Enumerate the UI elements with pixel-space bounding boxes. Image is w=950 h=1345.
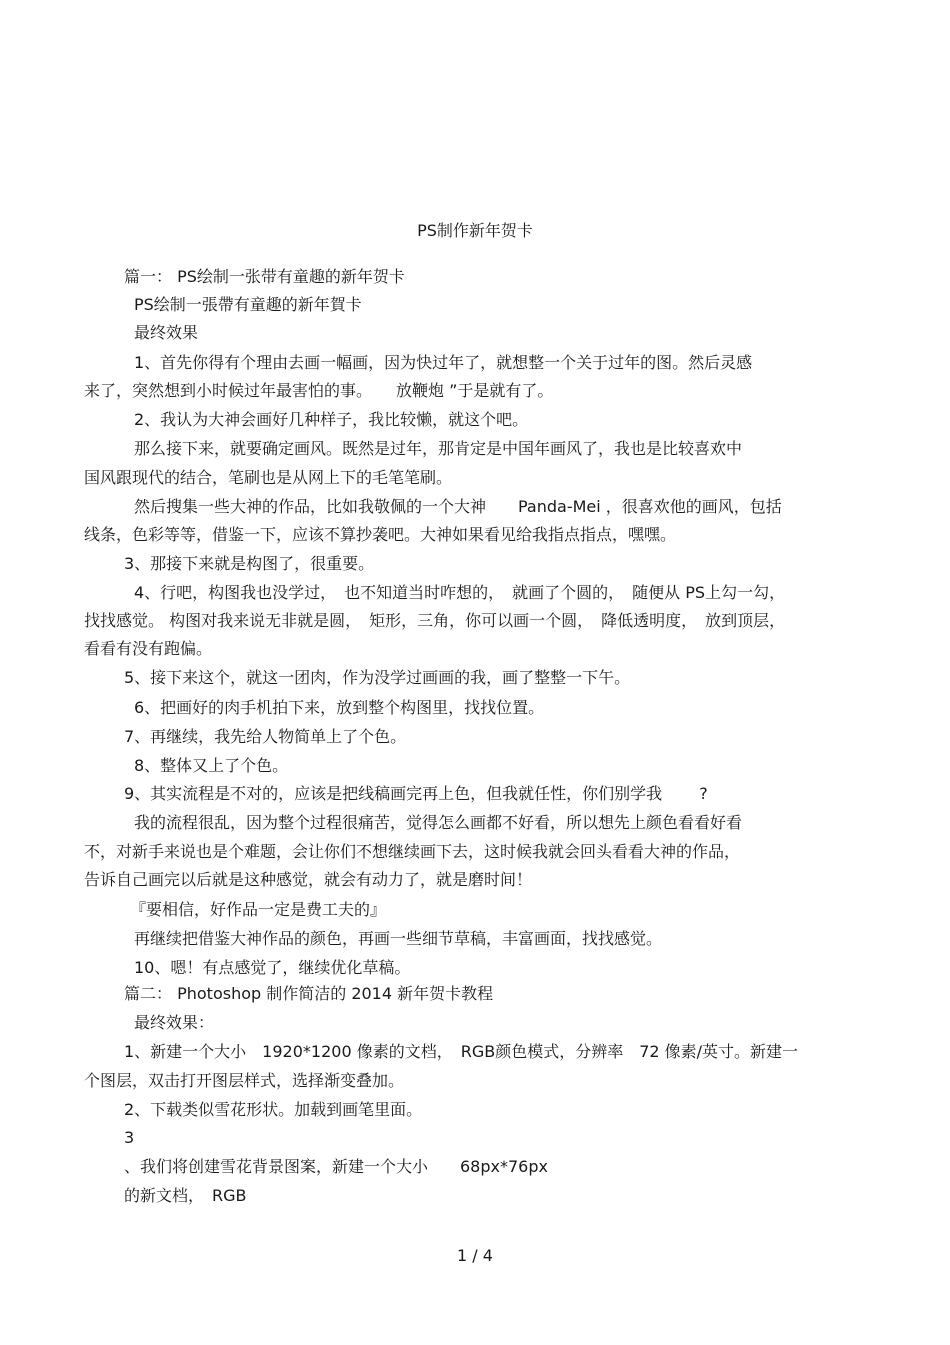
paragraph-line: 个图层，双击打开图层样式，选择渐变叠加。 bbox=[84, 1071, 405, 1090]
paragraph-line: 最终效果 bbox=[134, 323, 199, 342]
paragraph-line: 告诉自己画完以后就是这种感觉，就会有动力了，就是磨时间！ bbox=[84, 870, 533, 889]
section-heading-2: 篇二： Photoshop 制作简洁的 2014 新年贺卡教程 bbox=[124, 984, 494, 1003]
paragraph-line: 最终效果： bbox=[134, 1013, 215, 1032]
paragraph-line: 那么接下来，就要确定画风。既然是过年，那肯定是中国年画风了，我也是比较喜欢中 bbox=[134, 439, 743, 458]
paragraph-line: 国风跟现代的结合，笔刷也是从网上下的毛笔笔刷。 bbox=[84, 468, 453, 487]
paragraph-line: 2、我认为大神会画好几种样子，我比较懒，就这个吧。 bbox=[134, 410, 529, 429]
page-title: PS制作新年贺卡 bbox=[417, 221, 533, 240]
paragraph-line: 5、接下来这个，就这一团肉，作为没学过画画的我，画了整整一下午。 bbox=[124, 668, 631, 687]
paragraph-line: 1、首先你得有个理由去画一幅画，因为快过年了，就想整一个关于过年的图。然后灵感 bbox=[134, 353, 753, 372]
paragraph-line: 的新文档， RGB bbox=[124, 1186, 247, 1205]
paragraph-line: 10、嗯！有点感觉了，继续优化草稿。 bbox=[134, 958, 411, 977]
paragraph-line: 9、其实流程是不对的，应该是把线稿画完再上色，但我就任性，你们别学我 ? bbox=[124, 784, 708, 803]
paragraph-line: 7、再继续，我先给人物简单上了个色。 bbox=[124, 727, 407, 746]
paragraph-line: 3 bbox=[124, 1128, 135, 1147]
section-heading-1: 篇一： PS绘制一张带有童趣的新年贺卡 bbox=[124, 267, 405, 286]
paragraph-line: 、我们将创建雪花背景图案，新建一个大小 68px*76px bbox=[124, 1157, 548, 1176]
paragraph-line: 看看有没有跑偏。 bbox=[84, 639, 213, 658]
paragraph-line: 8、整体又上了个色。 bbox=[134, 756, 289, 775]
paragraph-line: 4、行吧，构图我也没学过， 也不知道当时咋想的， 就画了个圆的， 随便从 PS上勾一勾， bbox=[134, 583, 786, 602]
paragraph-line: 来了，突然想到小时候过年最害怕的事。 放鞭炮 ”于是就有了。 bbox=[84, 381, 554, 400]
subtitle-traditional: PS绘制一張帶有童趣的新年賀卡 bbox=[134, 295, 362, 314]
paragraph-line: 我的流程很乱，因为整个过程很痛苦，觉得怎么画都不好看，所以想先上颜色看看好看 bbox=[134, 813, 743, 832]
paragraph-line: 3、那接下来就是构图了，很重要。 bbox=[124, 554, 375, 573]
paragraph-line: 2、下载类似雪花形状。加载到画笔里面。 bbox=[124, 1100, 423, 1119]
paragraph-line: 1、新建一个大小 1920*1200 像素的文档， RGB颜色模式，分辨率 72 像素/英寸。新建一 bbox=[124, 1042, 799, 1061]
page-number: 1 / 4 bbox=[457, 1246, 493, 1265]
paragraph-line: 6、把画好的肉手机拍下来，放到整个构图里，找找位置。 bbox=[134, 698, 545, 717]
paragraph-line: 不，对新手来说也是个难题，会让你们不想继续画下去，这时候我就会回头看看大神的作品， bbox=[84, 842, 741, 861]
paragraph-line: 然后搜集一些大神的作品，比如我敬佩的一个大神 Panda-Mei ，很喜欢他的画风，包括 bbox=[134, 497, 782, 516]
paragraph-line: 找找感觉。 构图对我来说无非就是圆， 矩形，三角，你可以画一个圆， 降低透明度， 放到顶层， bbox=[84, 611, 786, 630]
paragraph-line: 线条，色彩等等，借鉴一下，应该不算抄袭吧。大神如果看见给我指点指点，嘿嘿。 bbox=[84, 525, 677, 544]
paragraph-line: 再继续把借鉴大神作品的颜色，再画一些细节草稿，丰富画面，找找感觉。 bbox=[134, 929, 663, 948]
quote-line: 『要相信，好作品一定是费工夫的』 bbox=[130, 900, 387, 919]
